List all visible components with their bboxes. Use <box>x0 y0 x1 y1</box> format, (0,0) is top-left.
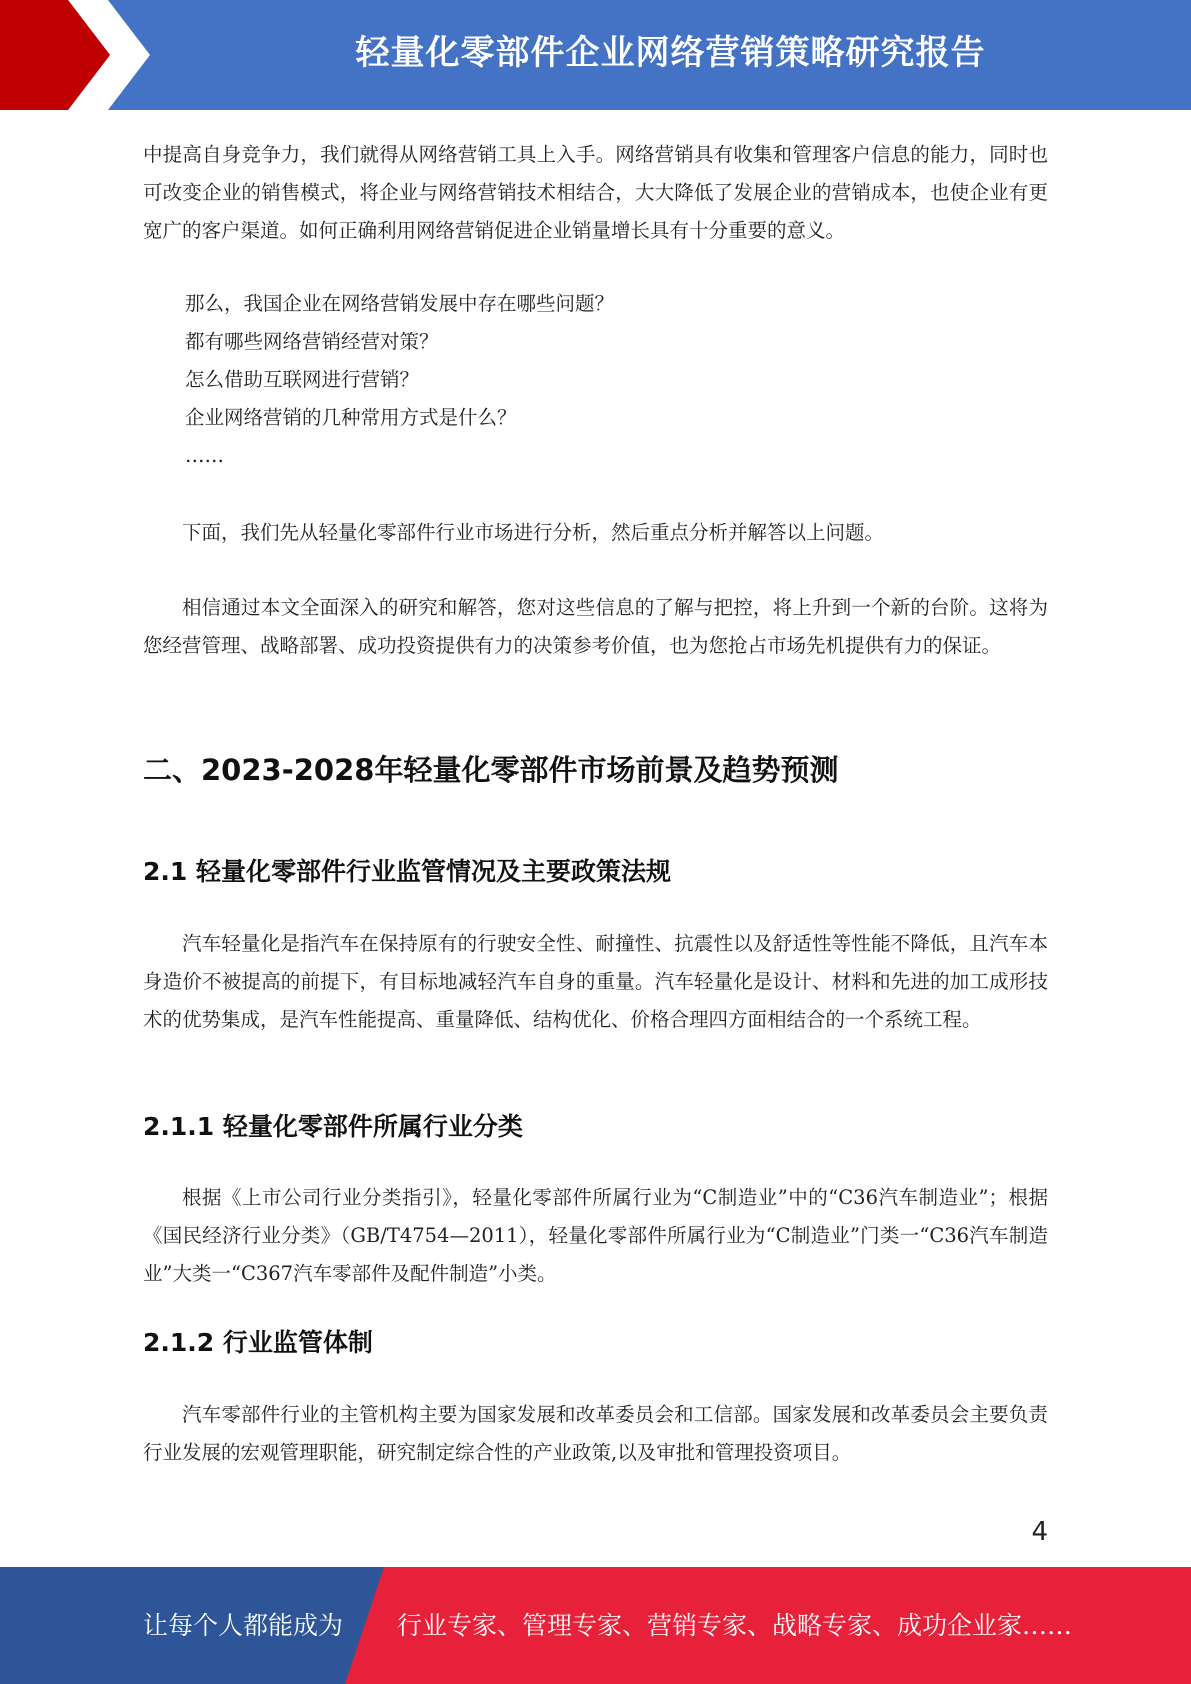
page-header <box>0 0 1191 110</box>
section-2-1-2-heading-block <box>143 1323 1048 1359</box>
section-2-1-1-heading: 2.1.1 轻量化零部件所属行业分类 <box>143 1112 523 1141</box>
question-list <box>143 285 1048 475</box>
section-2-1-2-paragraph: 汽车零部件行业的主管机构主要为国家发展和改革委员会和工信部。国家发展和改革委员会主要负责行业发展的宏观管理职能，研究制定综合性的产业政策,以及审批和管理投资项目。 <box>143 1403 1048 1464</box>
section-2-1-1-paragraph: 根据《上市公司行业分类指引》，轻量化零部件所属行业为“C制造业”中的“C36汽车制造业”；根据《国民经济行业分类》（GB/T4754—2011），轻量化零部件所属行业为“C制造业”门类一“C36汽车制造业”大类一“C367汽车零部件及配件制造”小类。 <box>143 1186 1048 1285</box>
footer-slogan-right: 行业专家、管理专家、营销专家、战略专家、成功企业家…… <box>397 1611 1073 1640</box>
footer-slogan-left: 让每个人都能成为 <box>143 1611 344 1640</box>
page-number: 4 <box>1031 1517 1048 1547</box>
belief-paragraph: 相信通过本文全面深入的研究和解答，您对这些信息的了解与把控，将上升到一个新的台阶。这将为您经营管理、战略部署、成功投资提供有力的决策参考价值，也为您抢占市场先机提供有力的保证。 <box>143 596 1048 657</box>
section-2-1-heading-block <box>143 852 1048 888</box>
belief-paragraph-block <box>143 589 1048 665</box>
intro-paragraph-block <box>143 136 1048 250</box>
question-item: 企业网络营销的几种常用方式是什么？ <box>185 406 517 429</box>
question-ellipsis: …… <box>185 444 224 467</box>
document-title: 轻量化零部件企业网络营销策略研究报告 <box>355 33 986 73</box>
section-2-1-1-heading-block <box>143 1107 1048 1143</box>
question-item: 那么，我国企业在网络营销发展中存在哪些问题？ <box>185 292 615 315</box>
section-2-1-heading: 2.1 轻量化零部件行业监管情况及主要政策法规 <box>143 857 671 886</box>
section-2-1-paragraph-block <box>143 925 1048 1039</box>
intro-paragraph: 中提高自身竞争力，我们就得从网络营销工具上入手。网络营销具有收集和管理客户信息的能力，同时也可改变企业的销售模式，将企业与网络营销技术相结合，大大降低了发展企业的营销成本，也使企业有更宽广的客户渠道。如何正确利用网络营销促进企业销量增长具有十分重要的意义。 <box>143 143 1048 242</box>
section-2-heading-block <box>143 748 1048 789</box>
next-steps-paragraph: 下面，我们先从轻量化零部件行业市场进行分析，然后重点分析并解答以上问题。 <box>182 521 885 544</box>
section-2-1-2-paragraph-block <box>143 1396 1048 1472</box>
section-2-heading: 二、2023-2028年轻量化零部件市场前景及趋势预测 <box>143 753 839 787</box>
question-list-block <box>143 285 1048 475</box>
page-footer <box>0 1567 1191 1684</box>
next-paragraph-block <box>143 514 1048 552</box>
question-item: 怎么借助互联网进行营销？ <box>185 368 420 391</box>
question-item: 都有哪些网络营销经营对策？ <box>185 330 439 353</box>
section-2-1-2-heading: 2.1.2 行业监管体制 <box>143 1328 373 1357</box>
section-2-1-paragraph: 汽车轻量化是指汽车在保持原有的行驶安全性、耐撞性、抗震性以及舒适性等性能不降低，且汽车本身造价不被提高的前提下，有目标地减轻汽车自身的重量。汽车轻量化是设计、材料和先进的加工成形技术的优势集成，是汽车性能提高、重量降低、结构优化、价格合理四方面相结合的一个系统工程。 <box>143 932 1048 1031</box>
section-2-1-1-paragraph-block <box>143 1179 1048 1293</box>
